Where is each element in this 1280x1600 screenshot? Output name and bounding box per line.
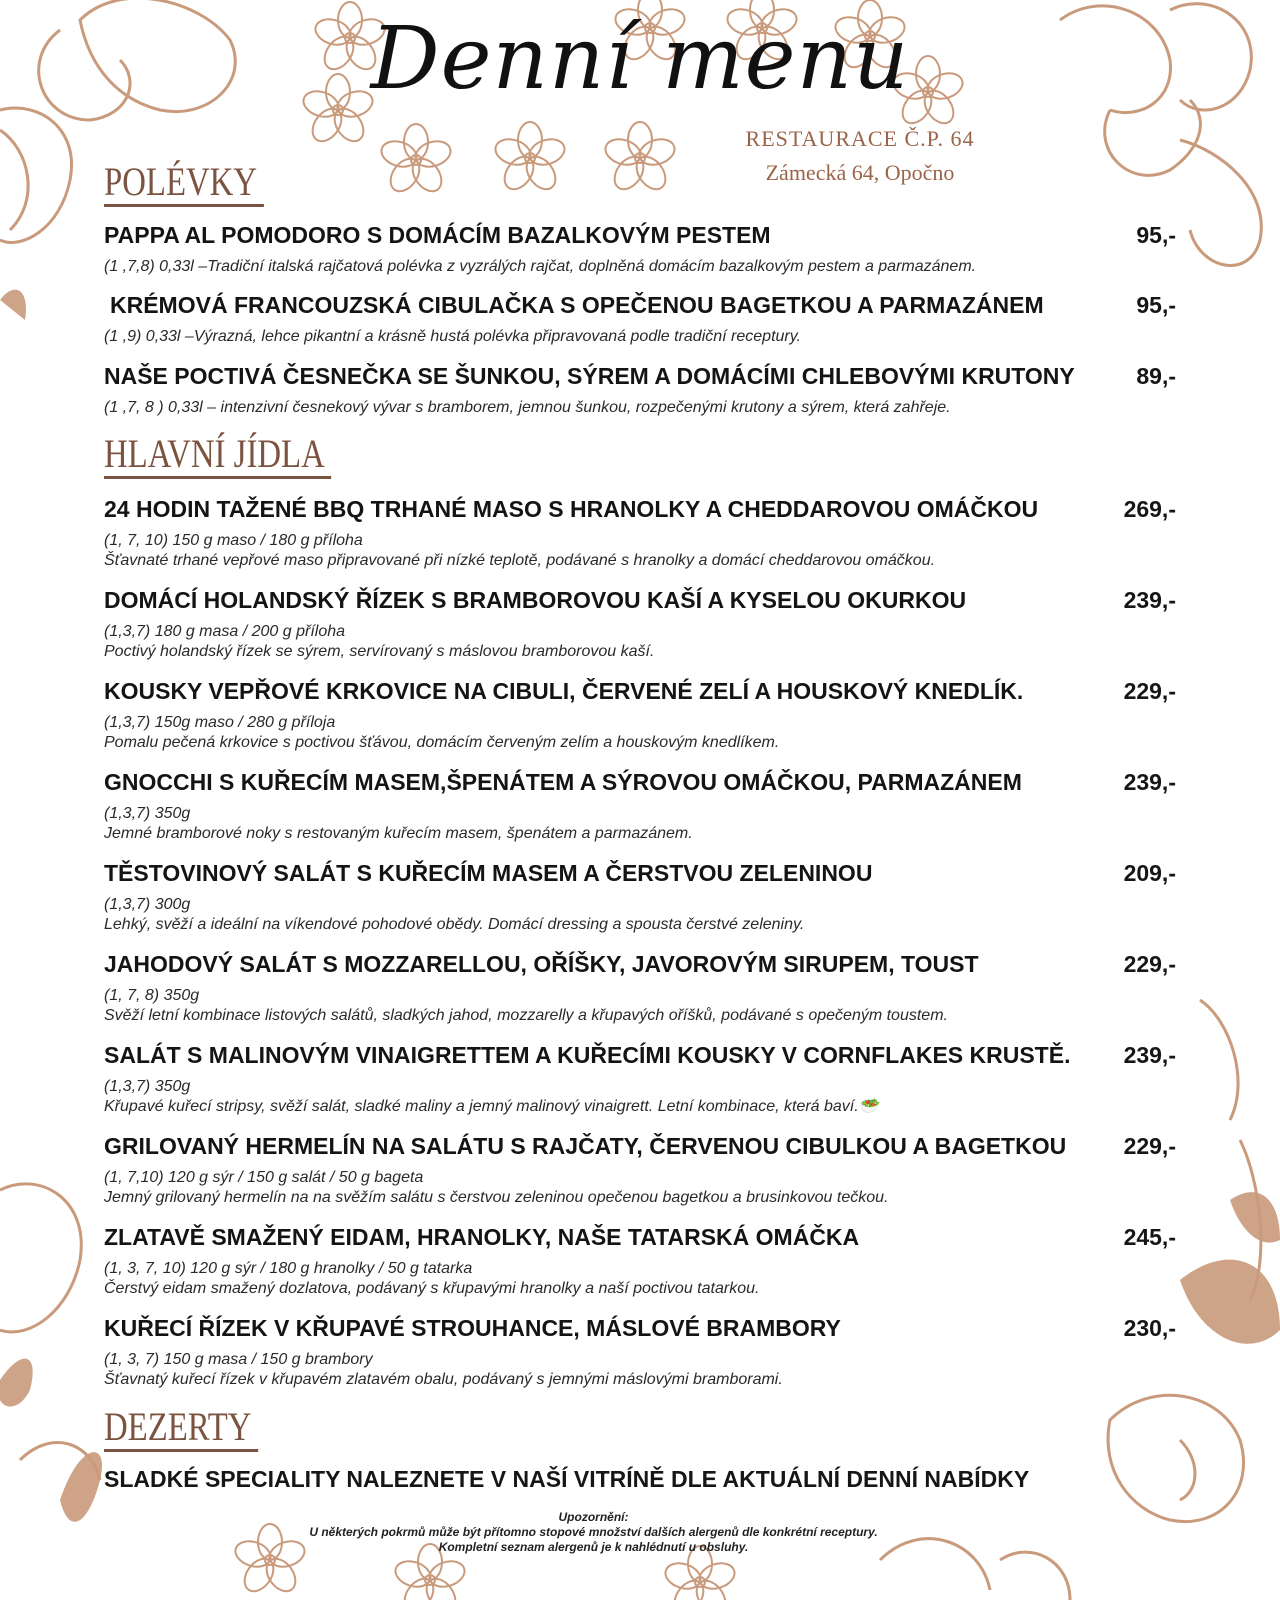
item-description: Pomalu pečená krkovice s poctivou šťávou, domácím červeným zelím a houskovým knedlíkem. (104, 734, 780, 751)
menu-item (104, 495, 1176, 571)
item-allergens: (1,3,7) 350g (104, 1078, 191, 1095)
item-price: 239,- (1123, 587, 1176, 613)
menu-item (104, 677, 1176, 753)
item-price: 95,- (1136, 292, 1176, 318)
restaurant-info (720, 122, 1000, 190)
menu-item (104, 1041, 1176, 1117)
item-name: JAHODOVÝ SALÁT S MOZZARELLOU, OŘÍŠKY, JAVOROVÝM SIRUPEM, TOUST (104, 951, 979, 977)
item-description: Svěží letní kombinace listových salátů, sladkých jahod, mozzarelly a křupavých oříšků, podávané s opečeným toustem. (104, 1007, 948, 1024)
item-allergens: (1, 3, 7, 10) 120 g sýr / 180 g hranolky / 50 g tatarka (104, 1260, 473, 1277)
restaurant-address: Zámecká 64, Opočno (765, 160, 955, 185)
item-description: Jemné bramborové noky s restovaným kuřecím masem, špenátem a parmazánem. (104, 825, 693, 842)
item-price: 89,- (1136, 363, 1176, 389)
item-price: 95,- (1136, 222, 1176, 248)
menu-item (104, 362, 1176, 418)
item-price: 229,- (1123, 1133, 1176, 1159)
item-description: Poctivý holandský řízek se sýrem, servírovaný s máslovou bramborovou kaší. (104, 643, 655, 660)
item-name: KRÉMOVÁ FRANCOUZSKÁ CIBULAČKA S OPEČENOU BAGETKOU A PARMAZÁNEM (110, 292, 1044, 318)
item-price: 269,- (1123, 496, 1176, 522)
item-price: 230,- (1123, 1315, 1176, 1341)
item-name: SALÁT S MALINOVÝM VINAIGRETTEM A KUŘECÍMI KOUSKY V CORNFLAKES KRUSTĚ. (104, 1042, 1071, 1068)
item-name: ZLATAVĚ SMAŽENÝ EIDAM, HRANOLKY, NAŠE TATARSKÁ OMÁČKA (104, 1224, 860, 1250)
item-allergens: (1, 7,10) 120 g sýr / 150 g salát / 50 g bageta (104, 1169, 424, 1186)
menu-item (104, 859, 1176, 935)
item-description: Lehký, svěží a ideální na víkendové pohodové obědy. Domácí dressing a spousta čerstvé zeleniny. (104, 916, 805, 933)
item-name: PAPPA AL POMODORO S DOMÁCÍM BAZALKOVÝM PESTEM (104, 222, 771, 248)
item-price: 239,- (1123, 769, 1176, 795)
item-description: Šťavnatý kuřecí řízek v křupavém zlatavém obalu, podávaný s jemnými máslovými bramborami. (104, 1371, 783, 1388)
item-allergens: (1 ,7, 8 ) 0,33l – intenzivní česnekový vývar s bramborem, jemnou šunkou, rozpečenými krutony a sýrem, která zahřeje. (104, 399, 951, 416)
item-price: 209,- (1123, 860, 1176, 886)
item-allergens: (1,3,7) 180 g masa / 200 g příloha (104, 623, 346, 640)
allergen-notice (0, 1510, 1187, 1555)
item-allergens: (1,3,7) 150g maso / 280 g příloja (104, 714, 336, 731)
menu-item (104, 221, 1176, 277)
item-allergens: (1,3,7) 350g (104, 805, 191, 822)
item-name: DOMÁCÍ HOLANDSKÝ ŘÍZEK S BRAMBOROVOU KAŠÍ A KYSELOU OKURKOU (104, 587, 967, 613)
item-description: Křupavé kuřecí stripsy, svěží salát, sladké maliny a jemný malinový vinaigrett. Letní kombinace, která baví.🥗 (104, 1098, 879, 1115)
section-desserts: DEZERTY (104, 1405, 258, 1452)
item-price: 245,- (1123, 1224, 1176, 1250)
item-name: GNOCCHI S KUŘECÍM MASEM,ŠPENÁTEM A SÝROVOU OMÁČKOU, PARMAZÁNEM (104, 769, 1022, 795)
item-allergens: (1 ,9) 0,33l –Výrazná, lehce pikantní a krásně hustá polévka připravovaná podle tradiční receptury. (104, 328, 801, 345)
menu-item (104, 1314, 1176, 1390)
item-allergens: (1, 3, 7) 150 g masa / 150 g brambory (104, 1351, 373, 1368)
item-name: KOUSKY VEPŘOVÉ KRKOVICE NA CIBULI, ČERVENÉ ZELÍ A HOUSKOVÝ KNEDLÍK. (104, 678, 1024, 704)
item-allergens: (1, 7, 10) 150 g maso / 180 g příloha (104, 532, 363, 549)
section-soups: POLÉVKY (104, 160, 264, 207)
item-description: Jemný grilovaný hermelín na na svěžím salátu s čerstvou zeleninou opečenou bagetkou a brusinkovou tečkou. (104, 1189, 889, 1206)
restaurant-name: RESTAURACE Č.P. 64 (745, 126, 975, 151)
item-allergens: (1 ,7,8) 0,33l –Tradiční italská rajčatová polévka z vyzrálých rajčat, doplněná domácím bazalkovým pestem a parmazánem. (104, 258, 977, 275)
item-price: 229,- (1123, 678, 1176, 704)
item-allergens: (1, 7, 8) 350g (104, 987, 200, 1004)
dessert-note: SLADKÉ SPECIALITY NALEZNETE V NAŠÍ VITRÍNĚ DLE AKTUÁLNÍ DENNÍ NABÍDKY (104, 1466, 1030, 1492)
menu-item (104, 950, 1176, 1026)
item-name: TĚSTOVINOVÝ SALÁT S KUŘECÍM MASEM A ČERSTVOU ZELENINOU (104, 860, 873, 886)
menu-item (104, 291, 1176, 347)
menu-title: Denní menu (370, 9, 910, 109)
item-allergens: (1,3,7) 300g (104, 896, 191, 913)
notice-line: Kompletní seznam alergenů je k nahlédnutí u obsluhy. (438, 1540, 749, 1554)
menu-item (104, 768, 1176, 844)
menu-item (104, 1132, 1176, 1208)
item-price: 239,- (1123, 1042, 1176, 1068)
notice-heading: Upozornění: (558, 1510, 629, 1524)
item-name: GRILOVANÝ HERMELÍN NA SALÁTU S RAJČATY, ČERVENOU CIBULKOU A BAGETKOU (104, 1133, 1067, 1159)
item-name: 24 HODIN TAŽENÉ BBQ TRHANÉ MASO S HRANOLKY A CHEDDAROVOU OMÁČKOU (104, 496, 1039, 522)
item-price: 229,- (1123, 951, 1176, 977)
item-name: KUŘECÍ ŘÍZEK V KŘUPAVÉ STROUHANCE, MÁSLOVÉ BRAMBORY (104, 1315, 841, 1341)
menu-item (104, 586, 1176, 662)
section-mains: HLAVNÍ JÍDLA (104, 432, 331, 479)
item-name: NAŠE POCTIVÁ ČESNEČKA SE ŠUNKOU, SÝREM A DOMÁCÍMI CHLEBOVÝMI KRUTONY (104, 363, 1075, 389)
item-description: Čerstvý eidam smažený dozlatova, podávaný s křupavými hranolky a naší poctivou tatarkou. (104, 1280, 760, 1297)
menu-item (104, 1223, 1176, 1299)
item-description: Šťavnaté trhané vepřové maso připravované při nízké teplotě, podávané s hranolky a domácí cheddarovou omáčkou. (104, 552, 936, 569)
notice-line: U některých pokrmů může být přítomno stopové množství dalších alergenů dle konkrétní receptury. (309, 1525, 878, 1539)
